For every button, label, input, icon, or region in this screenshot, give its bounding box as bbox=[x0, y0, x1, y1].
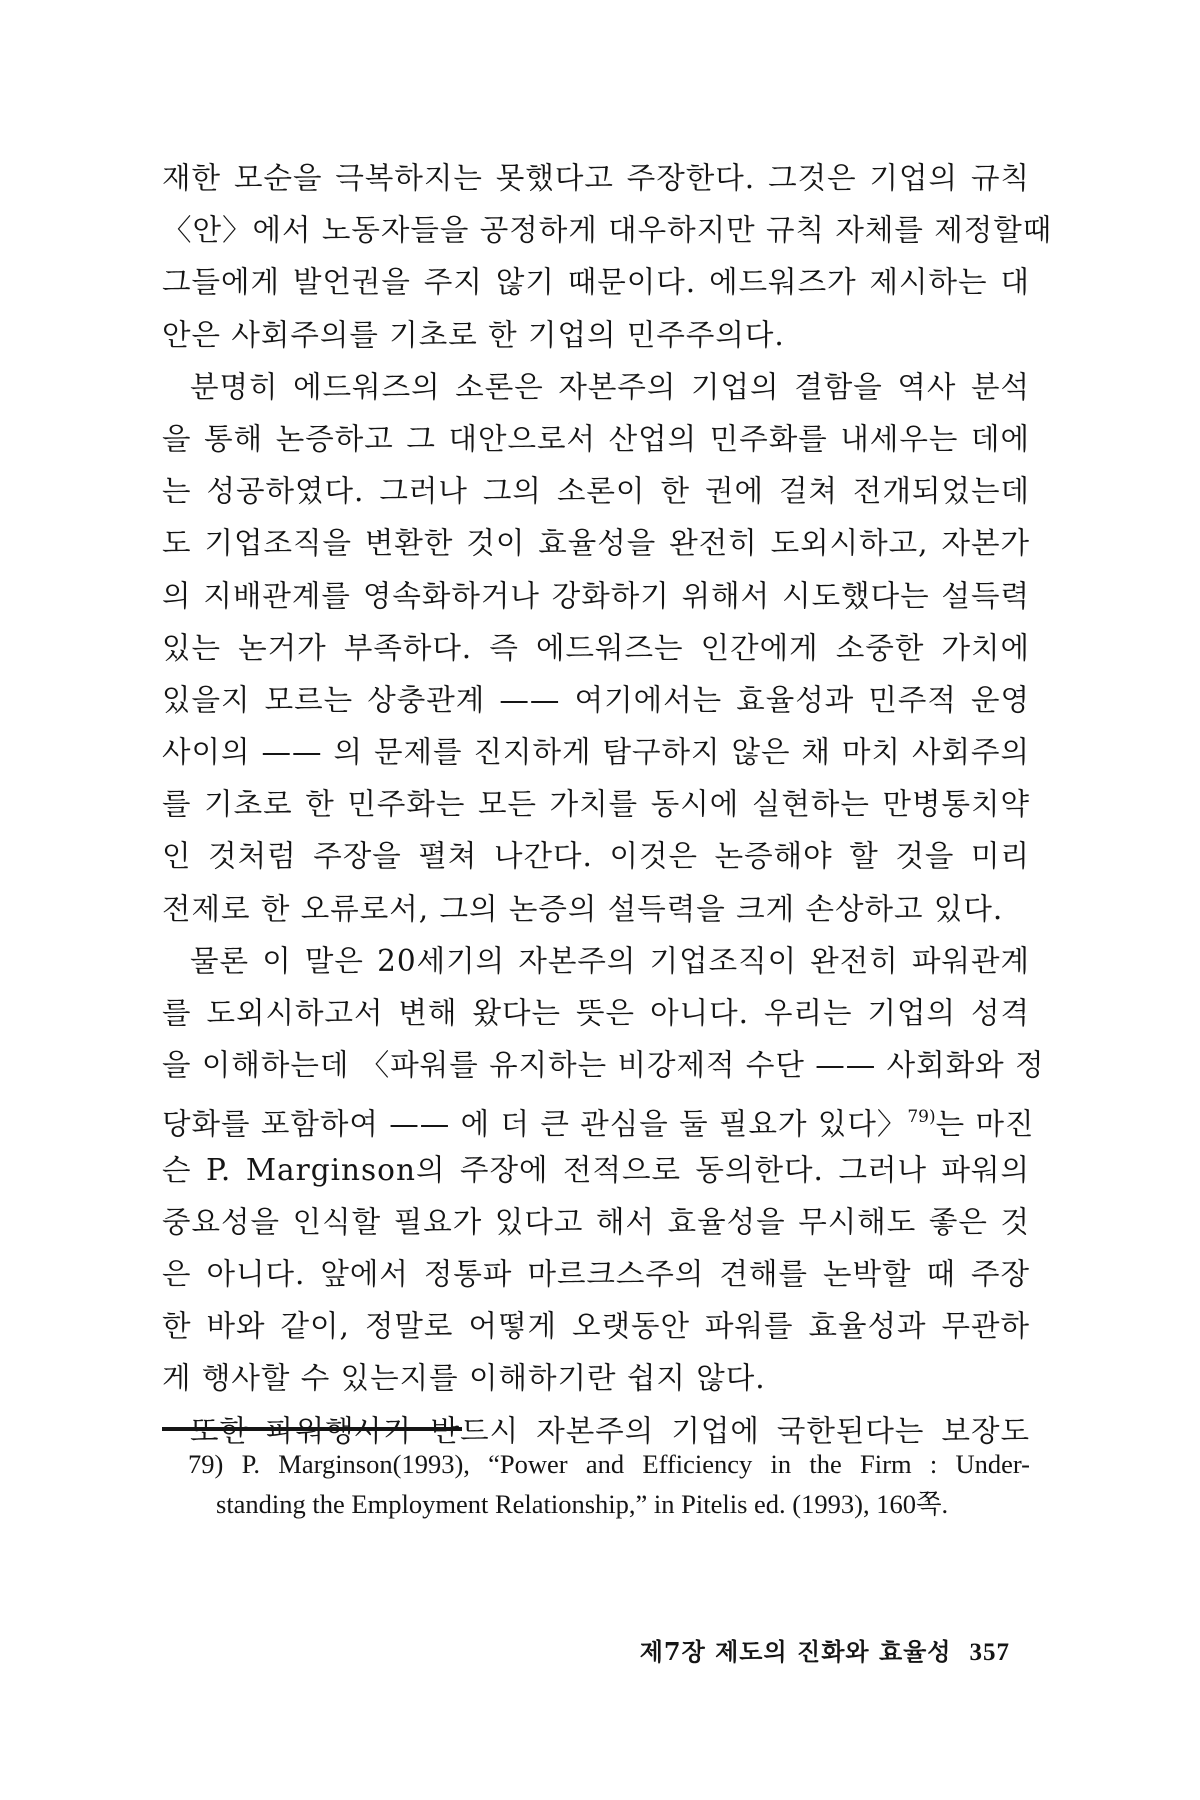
paragraph-start-line: 물론 이 말은 20세기의 자본주의 기업조직이 완전히 파워관계 bbox=[190, 943, 1030, 978]
body-line-with-footnote-ref bbox=[162, 1091, 1035, 1143]
footnote-line: 79) P. Marginson(1993), “Power and Efficiency in the Firm : Under- bbox=[188, 1449, 1030, 1479]
body-line: 는 성공하였다. 그러나 그의 소론이 한 권에 걸쳐 전개되었는데 bbox=[162, 474, 1030, 509]
page-number: 357 bbox=[969, 1639, 1010, 1666]
body-line: 은 아니다. 앞에서 정통파 마르크스주의 견해를 논박할 때 주장 bbox=[162, 1256, 1030, 1291]
body-line: 를 기초로 한 민주화는 모든 가치를 동시에 실현하는 만병통치약 bbox=[162, 787, 1030, 822]
body-line: 의 지배관계를 영속화하거나 강화하기 위해서 시도했다는 설득력 bbox=[162, 578, 1030, 613]
footnote-reference: 79) bbox=[907, 1107, 936, 1128]
body-line: 게 행사할 수 있는지를 이해하기란 쉽지 않다. bbox=[162, 1361, 766, 1396]
body-line: 안은 사회주의를 기초로 한 기업의 민주주의다. bbox=[162, 317, 785, 352]
body-line: 있는 논거가 부족하다. 즉 에드워즈는 인간에게 소중한 가치에 bbox=[162, 630, 1030, 665]
body-line-text: 당화를 포함하여 —— 에 더 큰 관심을 둘 필요가 있다〉 bbox=[162, 1107, 908, 1142]
body-line: 사이의 —— 의 문제를 진지하게 탐구하지 않은 채 마치 사회주의 bbox=[162, 735, 1030, 770]
body-line: 을 이해하는데 〈파워를 유지하는 비강제적 수단 —— 사회화와 정 bbox=[162, 1048, 1045, 1083]
paragraph-start-line: 분명히 에드워즈의 소론은 자본주의 기업의 결함을 역사 분석 bbox=[190, 369, 1030, 404]
paragraph-start-line: 또한 파워행사가 반드시 자본주의 기업에 국한된다는 보장도 bbox=[190, 1413, 1030, 1448]
running-footer bbox=[0, 1632, 1010, 1667]
body-line: 중요성을 인식할 필요가 있다고 해서 효율성을 무시해도 좋은 것 bbox=[162, 1204, 1030, 1239]
footnotes bbox=[188, 1444, 1030, 1524]
footnote-divider bbox=[162, 1427, 462, 1431]
body-line: 있을지 모르는 상충관계 —— 여기에서는 효율성과 민주적 운영 bbox=[162, 682, 1030, 717]
body-text bbox=[162, 152, 1053, 1457]
body-line: 도 기업조직을 변환한 것이 효율성을 완전히 도외시하고, 자본가 bbox=[162, 526, 1030, 561]
body-line: 인 것처럼 주장을 펼쳐 나간다. 이것은 논증해야 할 것을 미리 bbox=[162, 839, 1030, 874]
body-line: 재한 모순을 극복하지는 못했다고 주장한다. 그것은 기업의 규칙 bbox=[162, 161, 1030, 195]
body-line: 〈안〉에서 노동자들을 공정하게 대우하지만 규칙 자체를 제정할때 bbox=[162, 213, 1053, 248]
body-line: 한 바와 같이, 정말로 어떻게 오랫동안 파워를 효율성과 무관하 bbox=[162, 1309, 1030, 1344]
body-line: 을 통해 논증하고 그 대안으로서 산업의 민주화를 내세우는 데에 bbox=[162, 421, 1030, 456]
body-line: 를 도외시하고서 변해 왔다는 뜻은 아니다. 우리는 기업의 성격 bbox=[162, 996, 1030, 1030]
body-line: 그들에게 발언권을 주지 않기 때문이다. 에드워즈가 제시하는 대 bbox=[162, 265, 1030, 300]
body-line: 슨 P. Marginson의 주장에 전적으로 동의한다. 그러나 파워의 bbox=[162, 1152, 1030, 1187]
body-line-text: 는 마진 bbox=[935, 1107, 1035, 1142]
footnote-line: standing the Employment Relationship,” in Pitelis ed. (1993), 160쪽. bbox=[216, 1489, 949, 1519]
chapter-title: 제7장 제도의 진화와 효율성 bbox=[639, 1637, 952, 1666]
body-line: 전제로 한 오류로서, 그의 논증의 설득력을 크게 손상하고 있다. bbox=[162, 891, 1004, 926]
